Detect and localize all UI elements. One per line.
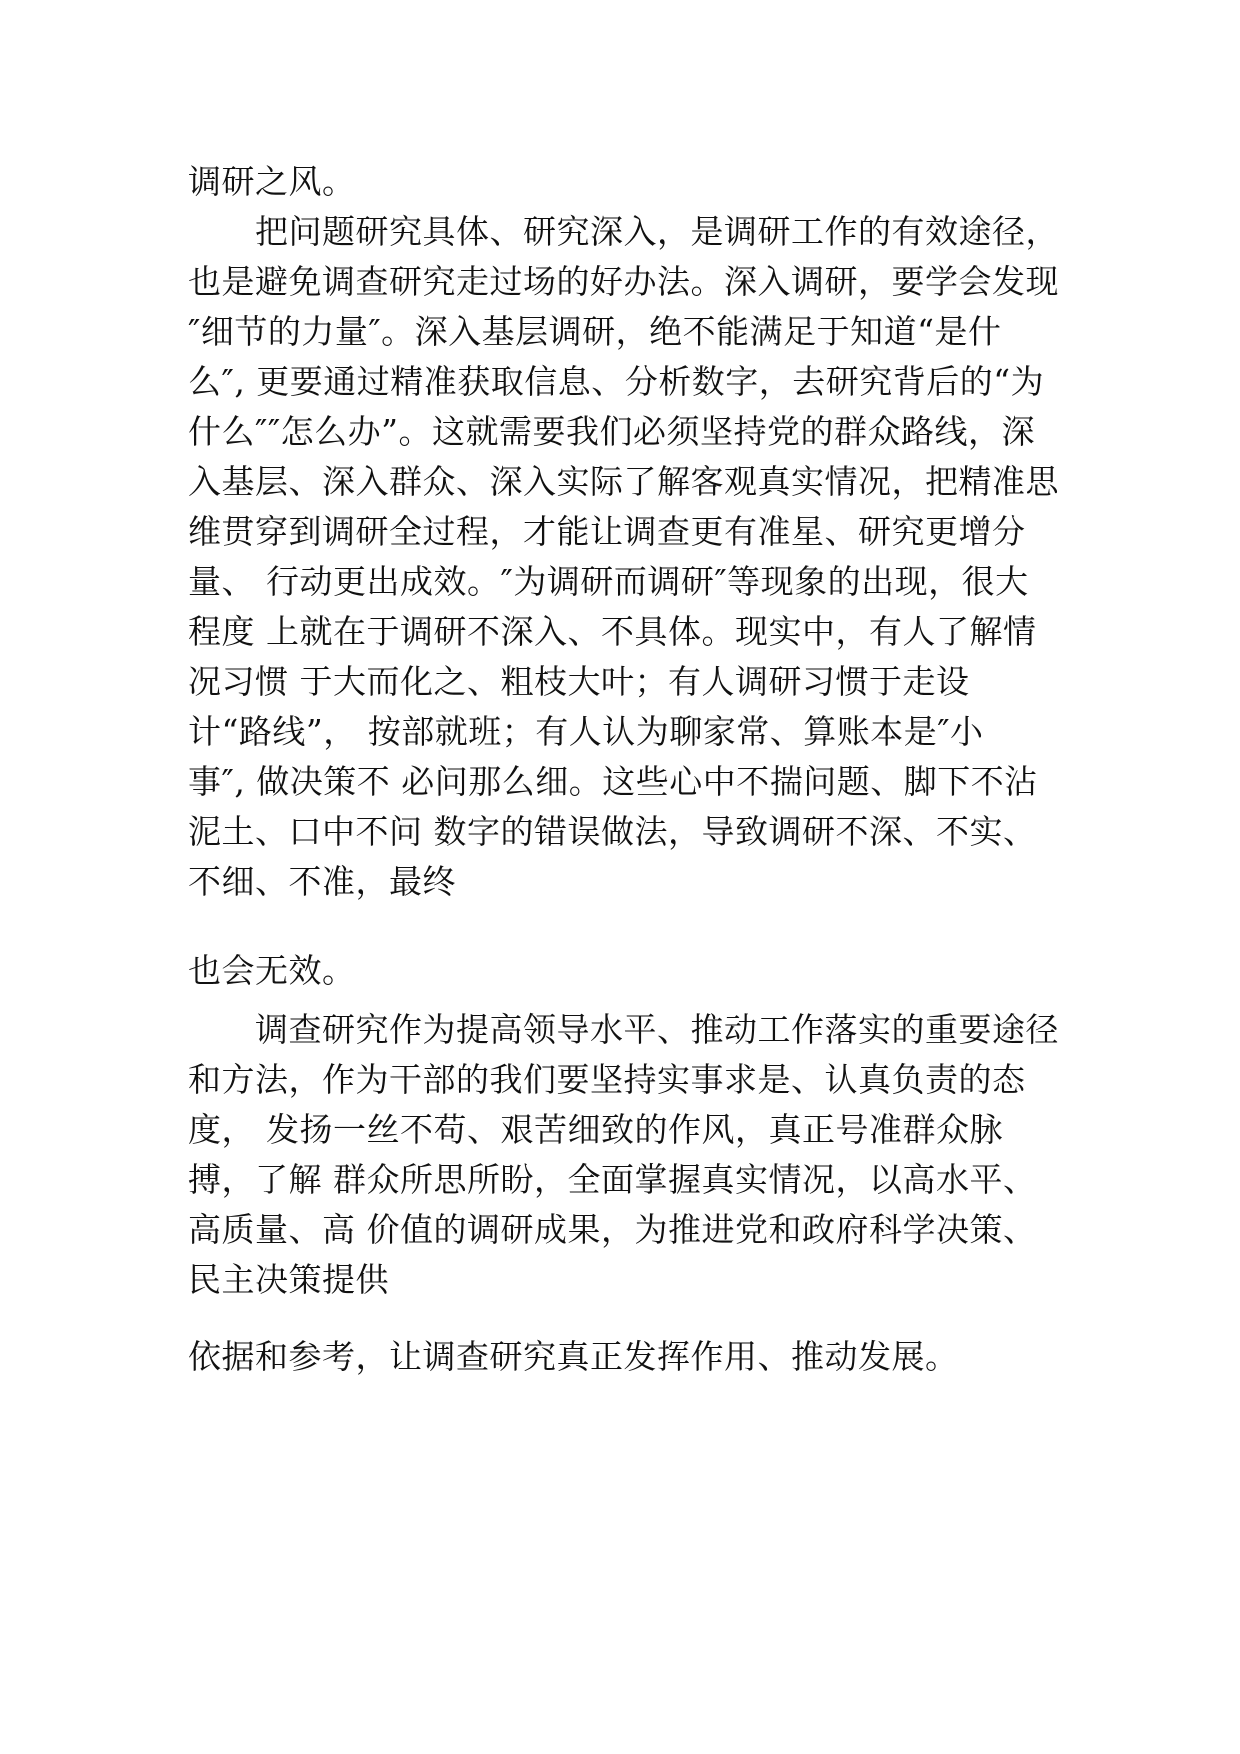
text-line: 调研之风。 bbox=[188, 162, 356, 201]
text-line: 把问题研究具体、研究深入，是调研工作的有效途径， bbox=[255, 212, 1059, 251]
paragraph-research-method bbox=[188, 1005, 1068, 1305]
text-line: 高质量、高 价值的调研成果，为推进党和政府科学决策、 bbox=[188, 1210, 1037, 1249]
text-line: 什么″″怎么办”。这就需要我们必须坚持党的群众路线，深 bbox=[188, 412, 1036, 451]
text-line: 量、 行动更出成效。″为调研而调研″等现象的出现，很大 bbox=[188, 562, 1029, 601]
text-line: 泥土、口中不问 数字的错误做法，导致调研不深、不实、 bbox=[188, 812, 1037, 851]
text-line: 调查研究作为提高领导水平、推动工作落实的重要途径 bbox=[255, 1010, 1059, 1049]
text-line: 度， 发扬一丝不苟、艰苦细致的作风，真正号准群众脉 bbox=[188, 1110, 1003, 1149]
paragraph-continuation-1 bbox=[188, 157, 1068, 207]
text-line: 况习惯 于大而化之、粗枝大叶；有人调研习惯于走设 bbox=[188, 662, 970, 701]
text-line: 民主决策提供 bbox=[188, 1260, 389, 1299]
paragraph-continuation-3 bbox=[188, 1332, 1068, 1382]
text-line: 事″, 做决策不 必问那么细。这些心中不揣问题、脚下不沾 bbox=[188, 762, 1038, 801]
text-line: 入基层、深入群众、深入实际了解客观真实情况，把精准思 bbox=[188, 462, 1059, 501]
paragraph-continuation-2 bbox=[188, 946, 1068, 996]
text-line: 不细、不准，最终 bbox=[188, 862, 456, 901]
text-line: 维贯穿到调研全过程，才能让调查更有准星、研究更增分 bbox=[188, 512, 1026, 551]
text-line: 依据和参考，让调查研究真正发挥作用、推动发展。 bbox=[188, 1337, 959, 1376]
text-line: 也会无效。 bbox=[188, 951, 356, 990]
text-line: 计“路线”， 按部就班；有人认为聊家常、算账本是″小 bbox=[188, 712, 984, 751]
text-line: 和方法，作为干部的我们要坚持实事求是、认真负责的态 bbox=[188, 1060, 1026, 1099]
text-line: 搏，了解 群众所思所盼，全面掌握真实情况，以高水平、 bbox=[188, 1160, 1037, 1199]
text-line: 也是避免调查研究走过场的好办法。深入调研，要学会发现 bbox=[188, 262, 1059, 301]
text-line: ″细节的力量″。深入基层调研，绝不能满足于知道“是什 bbox=[188, 312, 1002, 351]
paragraph-research-depth bbox=[188, 207, 1068, 907]
text-line: 么″, 更要通过精准获取信息、分析数字，去研究背后的“为 bbox=[188, 362, 1045, 401]
text-line: 程度 上就在于调研不深入、不具体。现实中，有人了解情 bbox=[188, 612, 1037, 651]
